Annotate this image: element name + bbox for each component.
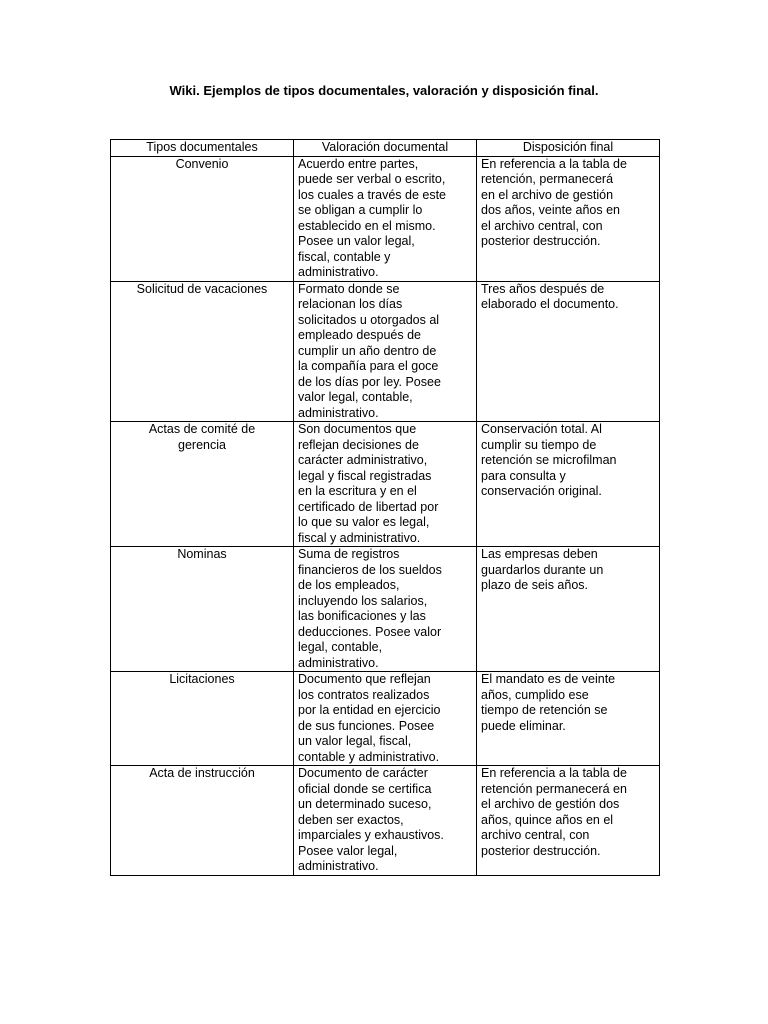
cell-text-line: Nominas: [177, 547, 227, 561]
cell-text-line: se obligan a cumplir lo: [298, 203, 423, 217]
cell-text-line: cumplir un año dentro de: [298, 343, 437, 358]
valoracion-cell: [294, 422, 477, 547]
cell-text-line: El mandato es de veinte: [481, 672, 616, 686]
tipo-cell: [111, 156, 294, 281]
table-row: [111, 766, 660, 876]
cell-text-line: Conservación total. Al: [481, 422, 602, 436]
cell-text-line: administrativo.: [298, 859, 379, 873]
table-row: [111, 156, 660, 281]
cell-text-line: de los empleados,: [298, 578, 400, 592]
cell-text-line: por la entidad en ejercicio: [298, 703, 441, 717]
cell-text-line: la compañía para el goce: [298, 359, 439, 373]
table-row: [111, 672, 660, 766]
cell-text-line: las bonificaciones y las: [298, 609, 426, 623]
cell-text-line: tiempo de retención se: [481, 703, 608, 717]
cell-text-line: puede ser verbal o escrito,: [298, 172, 446, 186]
cell-text-line: financieros de los sueldos: [298, 562, 442, 577]
cell-text-line: conservación original.: [481, 484, 602, 498]
cell-text-line: Tres años después de: [481, 281, 605, 296]
cell-text-line: certificado de libertad por: [298, 499, 439, 514]
cell-text-line: un valor legal, fiscal,: [298, 734, 412, 748]
document-types-table: [110, 139, 660, 876]
disposicion-cell: [477, 156, 660, 281]
table-row: [111, 281, 660, 422]
cell-text-line: de sus funciones. Posee: [298, 718, 435, 733]
cell-text-line: años, cumplido ese: [481, 687, 589, 702]
cell-text-line: reflejan decisiones de: [298, 437, 419, 452]
table-body: [111, 156, 660, 875]
disposicion-cell: [477, 766, 660, 876]
cell-text-line: Convenio: [175, 156, 229, 171]
disposicion-cell: [477, 281, 660, 422]
cell-text-line: puede eliminar.: [481, 718, 566, 733]
cell-text-line: empleado después de: [298, 328, 422, 342]
cell-text-line: legal, contable,: [298, 640, 383, 654]
cell-text-line: carácter administrativo,: [298, 453, 428, 467]
cell-text-line: oficial donde se certifica: [298, 781, 432, 796]
cell-text-line: solicitados u otorgados al: [298, 312, 440, 327]
cell-text-line: administrativo.: [298, 405, 379, 420]
valoracion-cell: [294, 547, 477, 672]
cell-text-line: establecido en el mismo.: [298, 218, 436, 233]
header-disposicion-final: Disposición final: [477, 140, 660, 157]
cell-text-line: En referencia a la tabla de: [481, 766, 627, 780]
cell-text-line: legal y fiscal registradas: [298, 468, 432, 483]
cell-text-line: posterior destrucción.: [481, 234, 601, 248]
cell-text-line: gerencia: [178, 437, 226, 452]
cell-text-line: Actas de comité de: [148, 422, 256, 436]
cell-text-line: fiscal y administrativo.: [298, 530, 421, 545]
cell-text-line: en la escritura y en el: [298, 484, 417, 498]
cell-text-line: guardarlos durante un: [481, 562, 604, 577]
cell-text-line: retención se microfilman: [481, 453, 617, 467]
tipo-cell: [111, 547, 294, 672]
valoracion-cell: [294, 156, 477, 281]
cell-text-line: Posee valor legal,: [298, 843, 398, 858]
cell-text-line: archivo central, con: [481, 828, 590, 842]
cell-text-line: deben ser exactos,: [298, 812, 404, 827]
cell-text-line: en el archivo de gestión: [481, 187, 614, 202]
cell-text-line: Documento de carácter: [298, 766, 428, 780]
cell-text-line: lo que su valor es legal,: [298, 515, 430, 529]
table-row: [111, 547, 660, 672]
tipo-cell: [111, 672, 294, 766]
cell-text-line: incluyendo los salarios,: [298, 593, 428, 608]
disposicion-cell: [477, 672, 660, 766]
cell-text-line: los cuales a través de este: [298, 187, 446, 202]
page-title: Wiki. Ejemplos de tipos documentales, valoración y disposición final.: [169, 83, 599, 98]
cell-text-line: Formato donde se: [298, 281, 400, 296]
cell-text-line: Licitaciones: [169, 672, 235, 686]
tipo-cell: [111, 281, 294, 422]
cell-text-line: fiscal, contable y: [298, 249, 391, 264]
cell-text-line: años, quince años en el: [481, 812, 614, 827]
valoracion-cell: [294, 672, 477, 766]
cell-text-line: el archivo de gestión dos: [481, 797, 620, 811]
cell-text-line: En referencia a la tabla de: [481, 156, 627, 171]
cell-text-line: Acuerdo entre partes,: [298, 156, 419, 171]
cell-text-line: relacionan los días: [298, 297, 403, 311]
cell-text-line: deducciones. Posee valor: [298, 624, 442, 639]
cell-text-line: administrativo.: [298, 655, 379, 670]
tipo-cell: [111, 766, 294, 876]
cell-text-line: valor legal, contable,: [298, 390, 413, 404]
cell-text-line: posterior destrucción.: [481, 843, 601, 858]
cell-text-line: plazo de seis años.: [481, 578, 589, 592]
cell-text-line: retención, permanecerá: [481, 172, 614, 186]
cell-text-line: contable y administrativo.: [298, 749, 440, 764]
disposicion-cell: [477, 422, 660, 547]
cell-text-line: dos años, veinte años en: [481, 203, 620, 217]
cell-text-line: un determinado suceso,: [298, 797, 432, 811]
cell-text-line: Documento que reflejan: [298, 672, 431, 686]
cell-text-line: para consulta y: [481, 468, 566, 483]
valoracion-cell: [294, 766, 477, 876]
cell-text-line: Son documentos que: [298, 422, 417, 436]
cell-text-line: Suma de registros: [298, 547, 400, 561]
cell-text-line: los contratos realizados: [298, 687, 430, 702]
cell-text-line: administrativo.: [298, 265, 379, 279]
tipo-cell: [111, 422, 294, 547]
cell-text-line: imparciales y exhaustivos.: [298, 828, 444, 842]
cell-text-line: de los días por ley. Posee: [298, 374, 441, 389]
table-header-row: [111, 140, 660, 157]
header-tipos-documentales: Tipos documentales: [111, 140, 294, 157]
cell-text-line: Las empresas deben: [481, 547, 598, 561]
valoracion-cell: [294, 281, 477, 422]
table-row: [111, 422, 660, 547]
cell-text-line: Posee un valor legal,: [298, 234, 415, 248]
cell-text-line: elaborado el documento.: [481, 297, 619, 311]
cell-text-line: Solicitud de vacaciones: [136, 281, 268, 296]
cell-text-line: retención permanecerá en: [481, 781, 627, 796]
cell-text-line: Acta de instrucción: [149, 766, 255, 780]
disposicion-cell: [477, 547, 660, 672]
header-valoracion-documental: Valoración documental: [294, 140, 477, 157]
cell-text-line: cumplir su tiempo de: [481, 437, 597, 452]
cell-text-line: el archivo central, con: [481, 218, 603, 233]
